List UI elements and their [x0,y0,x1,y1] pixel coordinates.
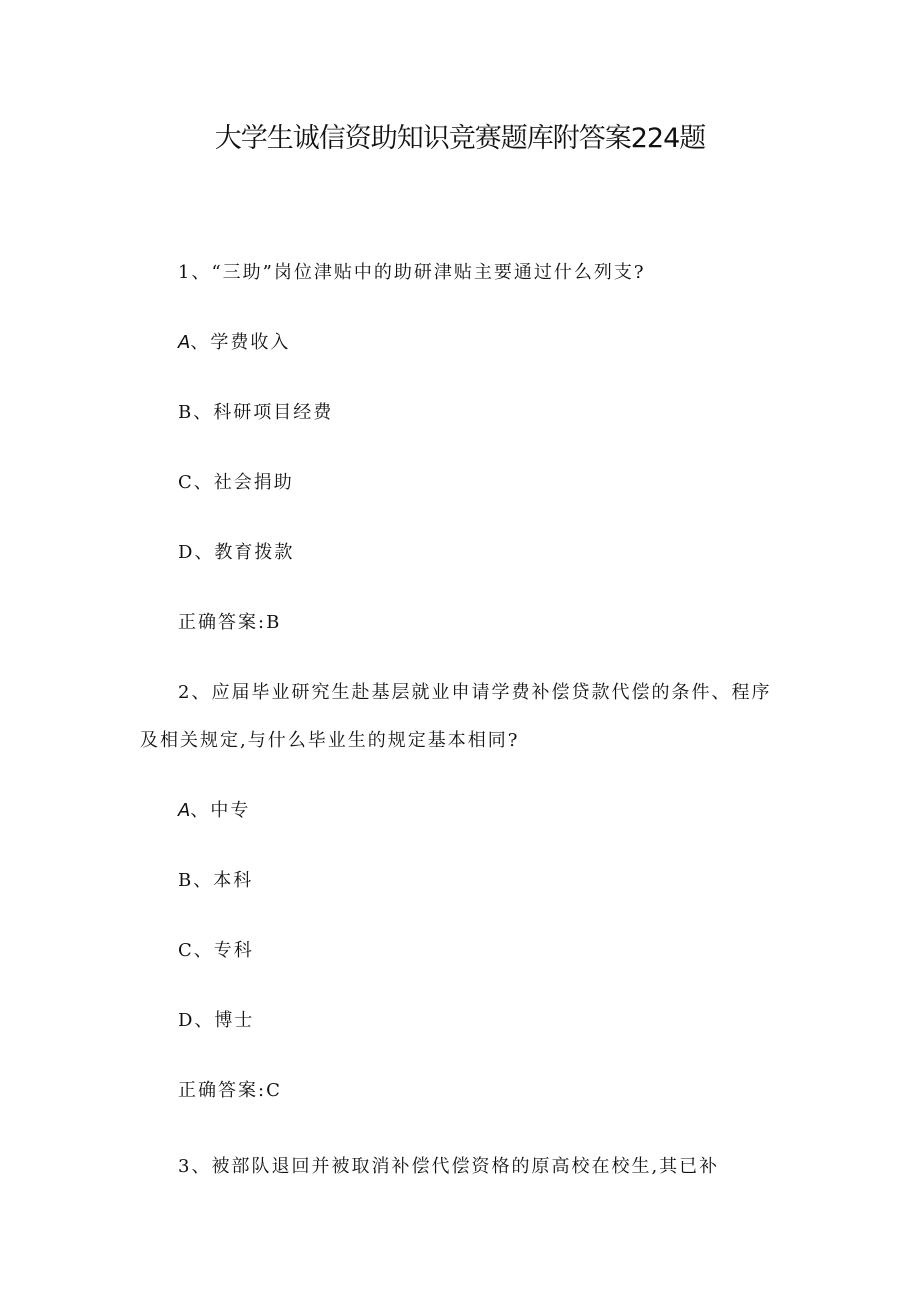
option-letter: D [178,1010,195,1031]
document-title: 大学生诚信资助知识竞赛题库附答案224题 [214,123,706,154]
option-letter: D [178,542,195,563]
question-1-option-a [178,328,290,354]
option-letter: A [178,332,191,353]
option-text: 、专科 [193,940,254,961]
option-text: 、博士 [194,1010,255,1031]
question-2-option-b [178,866,253,892]
option-letter: C [178,940,194,961]
question-1-option-c [178,468,294,494]
question-2-option-c [178,936,254,962]
option-text: 、学费收入 [190,332,291,353]
question-1-option-d [178,538,294,564]
option-text: 、科研项目经费 [193,402,334,423]
question-2-option-d [178,1006,254,1032]
question-3-stem: 3、被部队退回并被取消补偿代偿资格的原高校在校生,其已补 [178,1156,720,1177]
option-letter: B [178,402,194,423]
option-text: 、中专 [190,800,251,821]
question-2-answer: 正确答案:C [178,1080,282,1101]
option-text: 、教育拨款 [194,542,295,563]
question-2-option-a [178,796,250,822]
option-letter: B [178,870,194,891]
question-1-stem: 1、“三助”岗位津贴中的助研津贴主要通过什么列支? [178,262,646,283]
option-text: 、社会捐助 [193,472,294,493]
option-letter: C [178,472,194,493]
question-2-stem-line-2: 及相关规定,与什么毕业生的规定基本相同? [140,730,520,751]
question-1-option-b [178,398,333,424]
option-text: 、本科 [193,870,254,891]
option-letter: A [178,800,191,821]
question-2-stem-line-1: 2、应届毕业研究生赴基层就业申请学费补偿贷款代偿的条件、程序 [178,682,772,703]
question-1-answer: 正确答案:B [178,612,282,633]
